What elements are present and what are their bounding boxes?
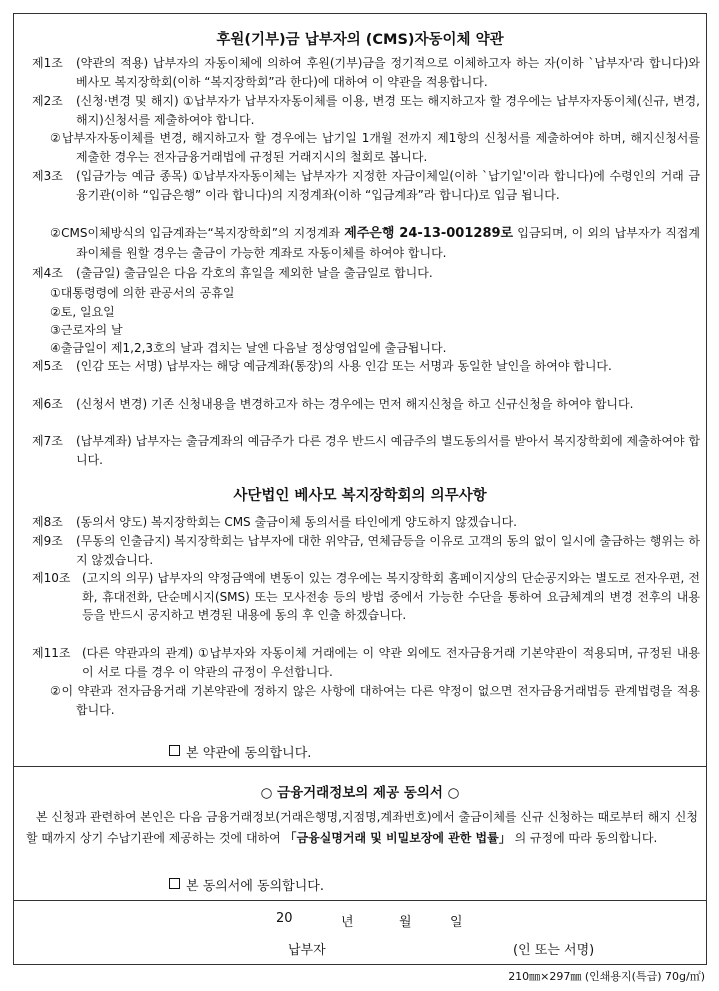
terms-section — [14, 14, 706, 767]
checkbox-icon[interactable] — [169, 745, 180, 756]
date-year[interactable]: 20 — [276, 911, 293, 926]
consent-text: 본 신청과 관련하여 본인은 다음 금융거래정보(거래은행명,지점명,계좌번호)에서 출금이체를 신규 신청하는 때로부터 해지 신청할 때까지 상기 수납기관에 제공하는 것에 대하여 「금융실명거래 및 비밀보장에 관한 법률」 의 규정에 따라 동의합니다. — [26, 810, 698, 845]
form-sheet — [13, 13, 707, 965]
article-11: 제11조 (다른 약관과의 관계) ①납부자와 자동이체 거래에는 이 약관 외에도 전자금융거래 기본약관이 적용되며, 규정된 내용이 서로 다를 경우 이 약관의 규정이 우선합니다. — [32, 646, 700, 679]
consent-section — [14, 767, 706, 901]
account-number: 제주은행 24-13-001289로 — [344, 226, 514, 241]
article-6: 제6조 (신청서 변경) 기존 신청내용을 변경하고자 하는 경우에는 먼저 해지신청을 하고 신규신청을 하여야 합니다. — [32, 397, 634, 411]
terms-agree-checkbox[interactable]: 본 약관에 동의합니다. — [169, 742, 311, 761]
list-item: ①대통령령에 의한 관공서의 공휴일 — [50, 286, 235, 300]
article-8: 제8조 (동의서 양도) 복지장학회는 CMS 출금이체 동의서를 타인에게 양도하지 않겠습니다. — [32, 515, 517, 529]
list-item: ②토, 일요일 — [50, 305, 115, 319]
article-3: 제3조 (입금가능 예금 종목) ①납부자자동이체는 납부자가 지정한 자금이체일(이하 `납기일'이라 합니다)에 수령인의 거래 금융기관(이하 “입금은행” 이라 합니다)의 지정계좌(이하 “입금계좌”라 합니다)로 입금 됩니다. — [32, 169, 700, 202]
payer-label: 납부자 — [288, 943, 326, 958]
article-4: 제4조 (출금일) 출금일은 다음 각호의 휴일을 제외한 날을 출금일로 합니다. — [32, 266, 433, 280]
signature-field[interactable]: (인 또는 서명) — [513, 943, 595, 958]
list-item: ③근로자의 날 — [50, 323, 123, 337]
article-2: 제2조 (신청·변경 및 해지) ①납부자가 납부자자동이체를 이용, 변경 또는 해지하고자 할 경우에는 납부자자동이체(신규, 변경, 해지)신청서를 제출하여야 합니다. — [32, 94, 700, 127]
article-7: 제7조 (납부계좌) 납부자는 출금계좌의 예금주가 다른 경우 반드시 예금주의 별도동의서를 받아서 복지장학회에 제출하여야 합니다. — [32, 434, 700, 467]
checkbox-icon[interactable] — [169, 878, 180, 889]
article-5: 제5조 (인감 또는 서명) 납부자는 해당 예금계좌(통장)의 사용 인감 또는 서명과 동일한 날인을 하여야 합니다. — [32, 359, 612, 373]
article-3-clause-2: ②CMS이체방식의 입금계좌는“복지장학회”의 지정계좌 제주은행 24-13-001289로 입금되며, 이 외의 납부자가 직접계좌이체를 원할 경우는 출금이 가능한 계좌로 자동이체를 하여야 합니다. — [50, 226, 700, 260]
consent-title: ○ 금융거래정보의 제공 동의서 ○ — [260, 785, 460, 801]
duties-title: 사단법인 베사모 복지장학회의 의무사항 — [233, 488, 487, 504]
paper-size-note: 210㎜×297㎜ (인쇄용지(특급) 70g/㎡) — [508, 970, 705, 983]
article-2-clause-2: ②납부자자동이체를 변경, 해지하고자 할 경우에는 납기일 1개월 전까지 제1항의 신청서를 제출하여야 하며, 해지신청서를 제출한 경우는 전자금융거래법에 규정된 거래지시의 철회로 봅니다. — [50, 131, 700, 164]
article-9: 제9조 (무동의 인출금지) 복지장학회는 납부자에 대한 위약금, 연체금등을 이유로 고객의 동의 없이 일시에 출금하는 행위는 하지 않겠습니다. — [32, 534, 700, 567]
list-item: ④출금일이 제1,2,3호의 날과 겹치는 날엔 다음날 정상영업일에 출금됩니다. — [50, 341, 447, 355]
terms-title: 후원(기부)금 납부자의 (CMS)자동이체 약관 — [216, 32, 504, 48]
article-1: 제1조 (약관의 적용) 납부자의 자동이체에 의하여 후원(기부)금을 정기적으로 이체하고자 하는 자(이하 `납부자'라 합니다)와 베사모 복지장학회(이하 “복지장학회”라 한다)에 대하여 이 약관을 적용합니다. — [32, 56, 700, 89]
article-11-clause-2: ②이 약관과 전자금융거래 기본약관에 정하지 않은 사항에 대하여는 다른 약정이 없으면 전자금융거래법등 관계법령을 적용합니다. — [50, 684, 700, 717]
consent-agree-checkbox[interactable]: 본 동의서에 동의합니다. — [169, 875, 324, 894]
signature-section: 20 년 월 일 납부자 (인 또는 서명) — [276, 911, 595, 958]
article-10: 제10조 (고지의 의무) 납부자의 약정금액에 변동이 있는 경우에는 복지장학회 홈페이지상의 단순공지와는 별도로 전자우편, 전화, 휴대전화, 단순메시지(SMS) 또는 모사전송 등의 방법 중에서 가능한 수단을 통하여 요금체계의 변경 전후의 내용 등을 반드시 공지하고 변경된 내용에 동의 후 인출 하겠습니다. — [32, 571, 700, 623]
